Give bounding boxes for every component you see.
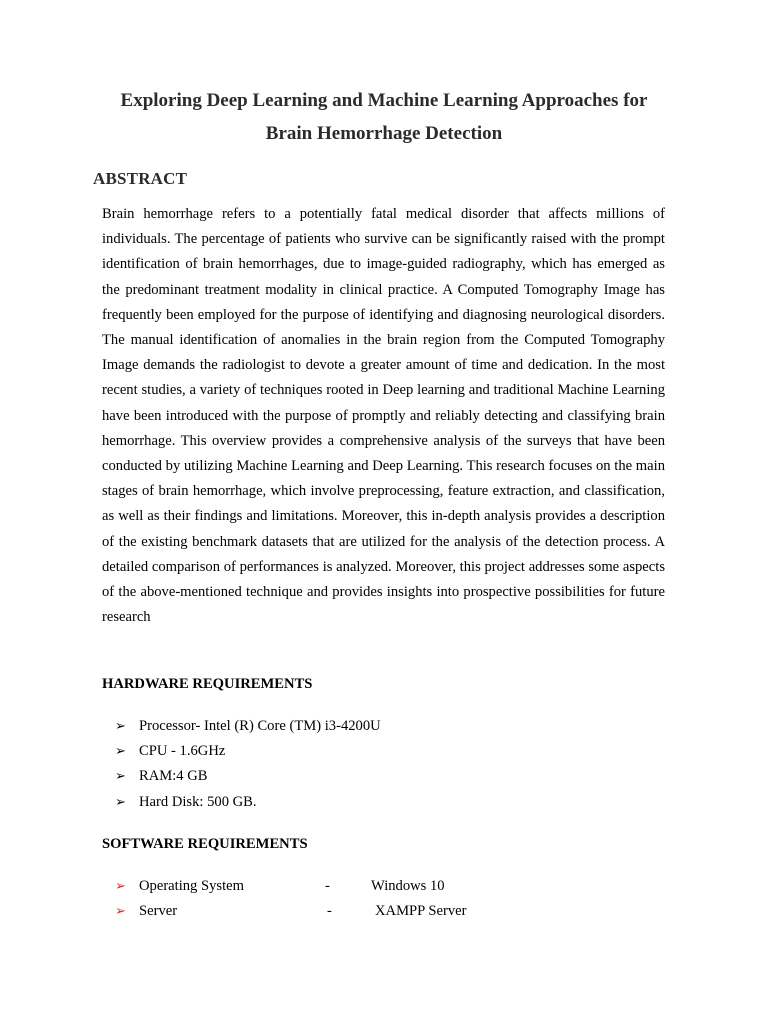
arrow-bullet-icon: ➢ [115, 879, 126, 894]
arrow-bullet-icon: ➢ [115, 904, 126, 920]
hardware-requirements-list [115, 714, 381, 815]
software-requirements-list [115, 874, 466, 924]
software-item-name: Server [139, 903, 178, 920]
title-line-2: Brain Hemorrhage Detection [265, 123, 503, 144]
software-item-separator: - [327, 903, 332, 920]
arrow-bullet-icon: ➢ [115, 744, 126, 760]
abstract-paragraph: Brain hemorrhage refers to a potentially fatal medical disorder that affects millions of individuals. The percentage of patients who survive can be significantly raised with the prompt identification of brain hemorrhages, due to image-guided radiography, which has emerged as the predominant treatment modality in clinical practice. A Computed Tomography Image has frequently been employed for the purpose of identifying and diagnosing neurological disorders. The manual identification of anomalies in the brain region from the Computed Tomography Image demands the radiologist to devote a greater amount of time and dedication. In the most recent studies, a variety of techniques rooted in Deep learning and traditional Machine Learning have been introduced with the purpose of promptly and reliably detecting and classifying brain hemorrhage. This overview provides a comprehensive analysis of the surveys that have been conducted by utilizing Machine Learning and Deep Learning. This research focuses on the main stages of brain hemorrhage, which involve preprocessing, feature extraction, and classification, as well as their findings and limitations. Moreover, this in-depth analysis provides a description of the existing benchmark datasets that are utilized for the analysis of the detection process. A detailed comparison of performances is analyzed. Moreover, this project addresses some aspects of the above-mentioned technique and provides insights into prospective possibilities for future research [102, 206, 665, 626]
hardware-requirements-heading: HARDWARE REQUIREMENTS [102, 676, 313, 692]
list-item [115, 764, 381, 789]
software-item-separator: - [325, 878, 330, 894]
hardware-item-cpu: CPU - 1.6GHz [139, 743, 226, 760]
arrow-bullet-icon: ➢ [115, 769, 126, 785]
list-item [115, 874, 466, 899]
document-title [60, 84, 708, 150]
title-line-1: Exploring Deep Learning and Machine Learning Approaches for [120, 90, 648, 111]
hardware-item-ram: RAM:4 GB [139, 768, 208, 785]
software-item-value: XAMPP Server [375, 903, 467, 920]
abstract-heading: ABSTRACT [93, 169, 188, 188]
list-item [115, 739, 381, 764]
arrow-bullet-icon: ➢ [115, 719, 126, 734]
software-item-name: Operating System [139, 878, 244, 894]
list-item [115, 899, 466, 924]
list-item [115, 714, 381, 739]
list-item [115, 790, 381, 815]
software-item-value: Windows 10 [371, 878, 445, 894]
hardware-item-hard-disk: Hard Disk: 500 GB. [139, 793, 257, 810]
arrow-bullet-icon: ➢ [115, 794, 126, 810]
hardware-item-processor: Processor- Intel (R) Core (TM) i3-4200U [139, 718, 381, 734]
software-requirements-heading: SOFTWARE REQUIREMENTS [102, 836, 308, 852]
